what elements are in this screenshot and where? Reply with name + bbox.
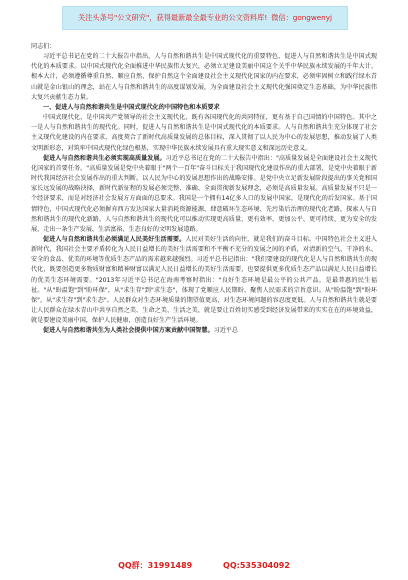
paragraph-4 <box>31 235 377 326</box>
paragraph-2: 中国式现代化，是中国共产党领导的社会主义现代化，既有各国现代化的共同特征，更有基于自己国情的中国特色。其中之一是人与自然和谐共生的现代化。同时，促进人与自然和谐共生是中国式现代化的本质要求。人与自然和谐共生充分体现了社会主义现代化建设的内在要求，高度契合了新时代高质量发展的总体目标，深入贯彻了以人民为中心的发展思想，推动发展了人类文明新形态，对筑牢中国式现代化绿色根基，实现中华民族永续发展具有重大现实意义和深远历史意义。 <box>31 114 377 152</box>
document-body <box>31 42 377 550</box>
paragraph-3 <box>31 154 377 235</box>
banner-wechat-text: 微信：gongwenyj <box>271 13 332 22</box>
paragraph-4-text: 人民对美好生活的向往，就是我们的奋斗目标。中国特色社会主义进入新时代，我国社会主要矛盾转化为人民日益增长的美好生活需要和不平衡不充分的发展之间的矛盾，对清新的空气、干净的水、安全的食品、优美的环境等优质生态产品的需求越来越强烈。习近平总书记指出："我们要建设的现代化是人与自然和谐共生的现代化，既要创造更多物质财富和精神财富以满足人民日益增长的美好生活需要，也要提供更多优质生态产品以满足人民日益增长的优美生态环境需要。"2013年习近平总书记在海南考察时指出："良好生态环境是最公平的公共产品，是最普惠的民生福祉。"从"盼温饱"到"盼环保"，从"求生存"到"求生态"，体现了党顺应人民期盼、聚焦人民需求的宗旨意识。从"盼温饱"到"盼环保"，从"求生存"到"求生态"。人民群众对生态环境质量的期望值更高，对生态环境问题的容忍度更低。人与自然和谐共生就是要让人民群众在绿水青山中共享自然之美、生命之美、生活之美，就是要让百姓切实感受到经济发展带来的实实在在的环境效益，就是要建设美丽中国，保护人民健康，创造良好生产生活环境。 <box>31 235 378 325</box>
footer-qq-group: QQ群：31991489 <box>118 561 193 570</box>
salutation: 同志们： <box>31 43 56 50</box>
paragraph-5 <box>31 326 377 336</box>
bold-lead-c: 促进人与自然和谐共生为人类社会提供中国方案贡献中国智慧。 <box>43 327 214 335</box>
paragraph-5-text: 习近平总 <box>213 327 238 335</box>
paragraph-intro: 习近平总书记在党的二十大报告中指出，人与自然和谐共生是中国式现代化的重要特色，促进人与自然和谐共生是中国式现代化的本质要求。以中国式现代化全面推进中华民族伟大复兴，必须立足建设美丽中国这个关乎中华民族永续发展的千年大计、根本大计，必须遵循尊重自然、顺应自然、保护自然这个全面建设社会主义现代化国家的内在要求，必须牢固树立和践行绿水青山就是金山银山的理念，站在人与自然和谐共生的高度谋划发展，为全面建设社会主义现代化强国奠定生态基础，为中华民族伟大复兴贡献生态力量。 <box>31 53 377 101</box>
section-heading-1: 一、促进人与自然和谐共生是中国式现代化的中国特色和本质要求 <box>43 103 220 111</box>
banner-left-text: 关注头条号"公文研究"，获得最新最全最专业的公文资料库! <box>78 13 268 22</box>
paragraph-3-text: 习近平总书记在党的二十大报告中指出："高质量发展是全面建设社会主义现代化国家的首要任务。"高质量发展是党中央着眼于"两个一百年"奋斗目标关于我国现代化建设作出的重大部署，是党中央着眼于新时代我国经济社会发展作出的重大判断。以人民为中心的发展思想作出的战略安排。是党中央立足新发展阶段提出的事关党和国家长远发展的战略抉择，新时代新征程的发展必须完整、准确、全面贯彻新发展理念，必须是高质量发展。高质量发展不只是一个经济要求，而是对经济社会发展方方面面的总要求。我国是一个拥有14亿多人口的发展中国家，是现代化的后发国家。基于国情特色，中国式现代化必须摒弃西方发达国家大量消耗资源能源、肆意破坏生态环境、先污染后治理的现代化老路，探索人与自然和谐共生的现代化新路。人与自然和谐共生的现代化可以推动实现更高质量、更有效率、更加公平、更可持续、更为安全的发展，走出一条生产发展、生活富裕、生态良好的文明发展道路。 <box>31 154 377 233</box>
footer-qq-number: QQ:535304092 <box>223 561 290 570</box>
bold-lead-b: 促进人与自然和谐共生必须满足人民美好生活需要。 <box>43 235 186 243</box>
header-banner <box>62 6 348 30</box>
bold-lead-a: 促进人与自然和谐共生必须实现高质量发展。 <box>43 154 166 162</box>
footer-contacts <box>0 560 408 571</box>
